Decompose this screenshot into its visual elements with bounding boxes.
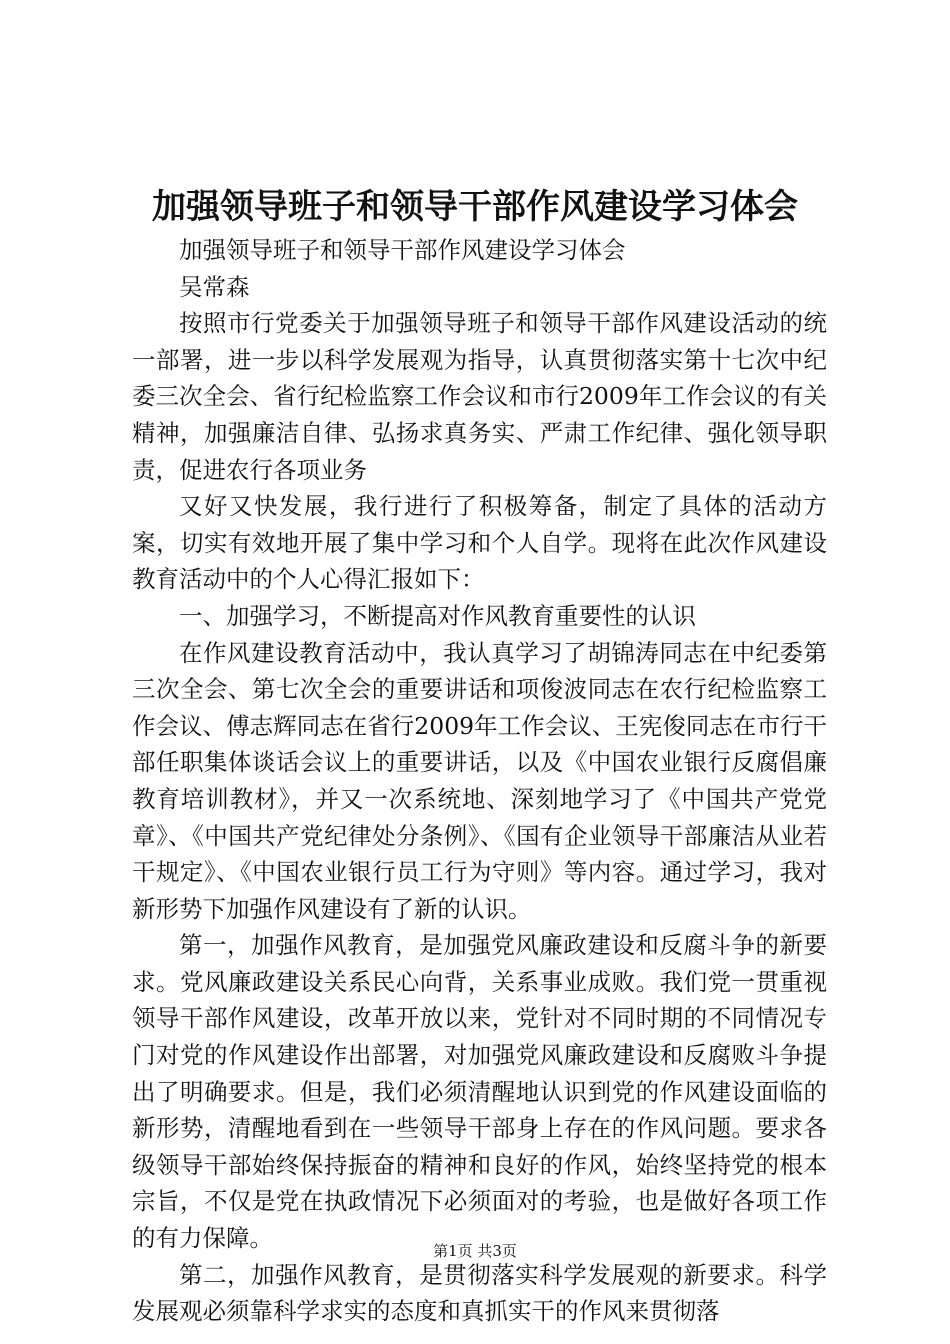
body-paragraph: 在作风建设教育活动中，我认真学习了胡锦涛同志在中纪委第三次全会、第七次全会的重要讲话和项俊波同志在农行纪检监察工作会议、傅志辉同志在省行2009年工作会议、王宪俊同志在市行干部任职集体谈话会议上的重要讲话，以及《中国农业银行反腐倡廉教育培训教材》，并又一次系统地、深刻地学习了《中国共产党党章》、《中国共产党纪律处分条例》、《国有企业领导干部廉洁从业若干规定》、《中国农业银行员工行为守则》等内容。通过学习，我对新形势下加强作风建设有了新的认识。	[132, 638, 827, 923]
body-paragraph: 按照市行党委关于加强领导班子和领导干部作风建设活动的统一部署，进一步以科学发展观为指导，认真贯彻落实第十七次中纪委三次全会、省行纪检监察工作会议和市行2009年工作会议的有关精神，加强廉洁自律、弘扬求真务实、严肃工作纪律、强化领导职责，促进农行各项业务	[132, 309, 827, 484]
section-heading: 一、加强学习，不断提高对作风教育重要性的认识	[179, 601, 696, 630]
page-number-footer: 第1页 共3页	[433, 1242, 517, 1260]
body-paragraph: 第一，加强作风教育，是加强党风廉政建设和反腐斗争的新要求。党风廉政建设关系民心向背，关系事业成败。我们党一贯重视领导干部作风建设，改革开放以来，党针对不同时期的不同情况专门对党的作风建设作出部署，对加强党风廉政建设和反腐败斗争提出了明确要求。但是，我们必须清醒地认识到党的作风建设面临的新形势，清醒地看到在一些领导干部身上存在的作风问题。要求各级领导干部始终保持振奋的精神和良好的作风，始终坚持党的根本宗旨，不仅是党在执政情况下必须面对的考验，也是做好各项工作的有力保障。	[132, 931, 827, 1253]
body-paragraph: 又好又快发展，我行进行了积极筹备，制定了具体的活动方案，切实有效地开展了集中学习和个人自学。现将在此次作风建设教育活动中的个人心得汇报如下：	[132, 492, 827, 594]
document-body	[132, 232, 827, 1330]
subtitle-paragraph: 加强领导班子和领导干部作风建设学习体会	[179, 236, 626, 264]
document-title: 加强领导班子和领导干部作风建设学习体会	[152, 187, 798, 227]
body-paragraph: 第二，加强作风教育，是贯彻落实科学发展观的新要求。科学发展观必须靠科学求实的态度和真抓实干的作风来贯彻落	[132, 1260, 827, 1326]
author-paragraph: 吴常森	[179, 272, 250, 301]
